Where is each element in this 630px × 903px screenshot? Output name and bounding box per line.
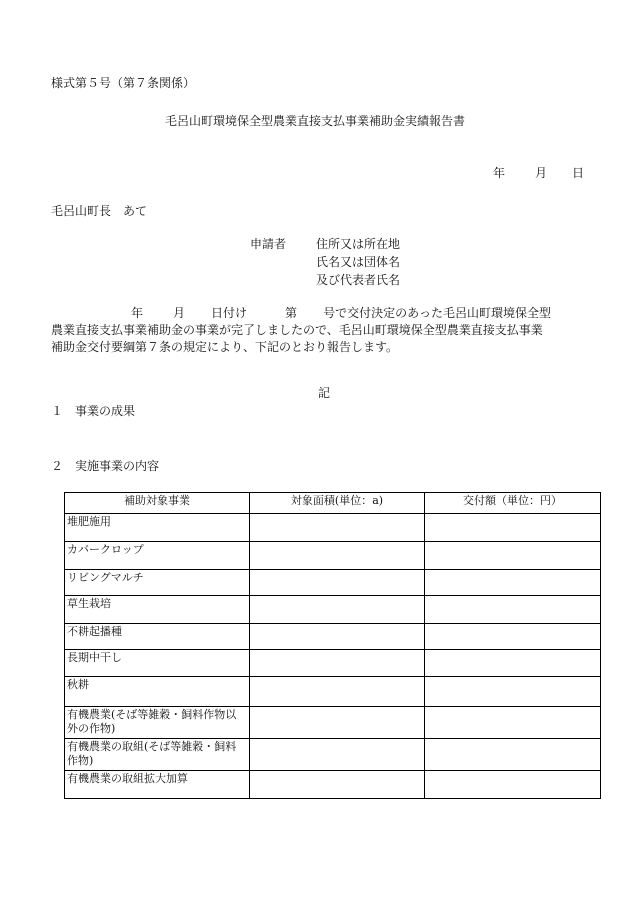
applicant-label: 申請者 [250,237,287,251]
row-amount-cell[interactable] [425,677,601,707]
header-area: 対象面積(単位：a) [250,493,425,514]
table-row [65,596,601,624]
table-row [65,624,601,650]
report-body-line-2: 農業直接支払事業補助金の事業が完了しましたので、毛呂山町環境保全型農業直接支払事業 [51,323,543,337]
date-day-label: 日 [572,166,585,180]
row-amount-cell[interactable] [425,707,601,739]
row-project-name: リビングマルチ [65,570,250,596]
header-amount: 交付額（単位：円） [425,493,601,514]
header-project: 補助対象事業 [65,493,250,514]
row-area-cell[interactable] [250,542,425,570]
date-year-label: 年 [493,166,506,180]
row-area-cell[interactable] [250,570,425,596]
row-amount-cell[interactable] [425,650,601,677]
row-amount-cell[interactable] [425,596,601,624]
row-area-cell[interactable] [250,771,425,799]
form-number: 様式第５号（第７条関係） [51,76,196,90]
row-area-cell[interactable] [250,707,425,739]
report-body-line-1: 年 月 日付け 第 号で交付決定のあった毛呂山町環境保全型 [131,306,551,320]
document-title: 毛呂山町環境保全型農業直接支払事業補助金実績報告書 [164,114,465,128]
section-2-heading: ２ 実施事業の内容 [51,459,160,473]
implementation-table [64,492,601,799]
table-row [65,771,601,799]
row-area-cell[interactable] [250,514,425,542]
ki-heading: 記 [318,386,331,400]
row-amount-cell[interactable] [425,542,601,570]
row-project-name: 有機農業の取組(そば等雑穀・飼料作物) [65,739,250,771]
row-project-name: 長期中干し [65,650,250,677]
row-project-name: 不耕起播種 [65,624,250,650]
report-body [51,305,601,356]
row-project-name: 堆肥施用 [65,514,250,542]
report-body-line-3: 補助金交付要綱第７条の規定により、下記のとおり報告します。 [51,340,399,354]
date-month-label: 月 [535,166,548,180]
addressee: 毛呂山町長 あて [51,204,148,218]
row-area-cell[interactable] [250,739,425,771]
row-project-name: 秋耕 [65,677,250,707]
row-amount-cell[interactable] [425,570,601,596]
row-area-cell[interactable] [250,677,425,707]
row-amount-cell[interactable] [425,771,601,799]
applicant-address-label: 住所又は所在地 [316,237,401,251]
row-area-cell[interactable] [250,596,425,624]
section-1-heading: １ 事業の成果 [51,404,136,418]
table-row [65,514,601,542]
table-row [65,677,601,707]
row-project-name: 草生栽培 [65,596,250,624]
row-amount-cell[interactable] [425,624,601,650]
row-project-name: カバークロップ [65,542,250,570]
table-header-row [65,493,601,514]
row-amount-cell[interactable] [425,514,601,542]
applicant-name-label: 氏名又は団体名 [316,255,401,269]
table-row [65,707,601,739]
table-row [65,739,601,771]
table-row [65,650,601,677]
table-row [65,542,601,570]
row-project-name: 有機農業(そば等雑穀・飼料作物以外の作物) [65,707,250,739]
row-amount-cell[interactable] [425,739,601,771]
row-area-cell[interactable] [250,624,425,650]
row-project-name: 有機農業の取組拡大加算 [65,771,250,799]
row-area-cell[interactable] [250,650,425,677]
table-row [65,570,601,596]
applicant-representative-label: 及び代表者氏名 [316,273,401,287]
